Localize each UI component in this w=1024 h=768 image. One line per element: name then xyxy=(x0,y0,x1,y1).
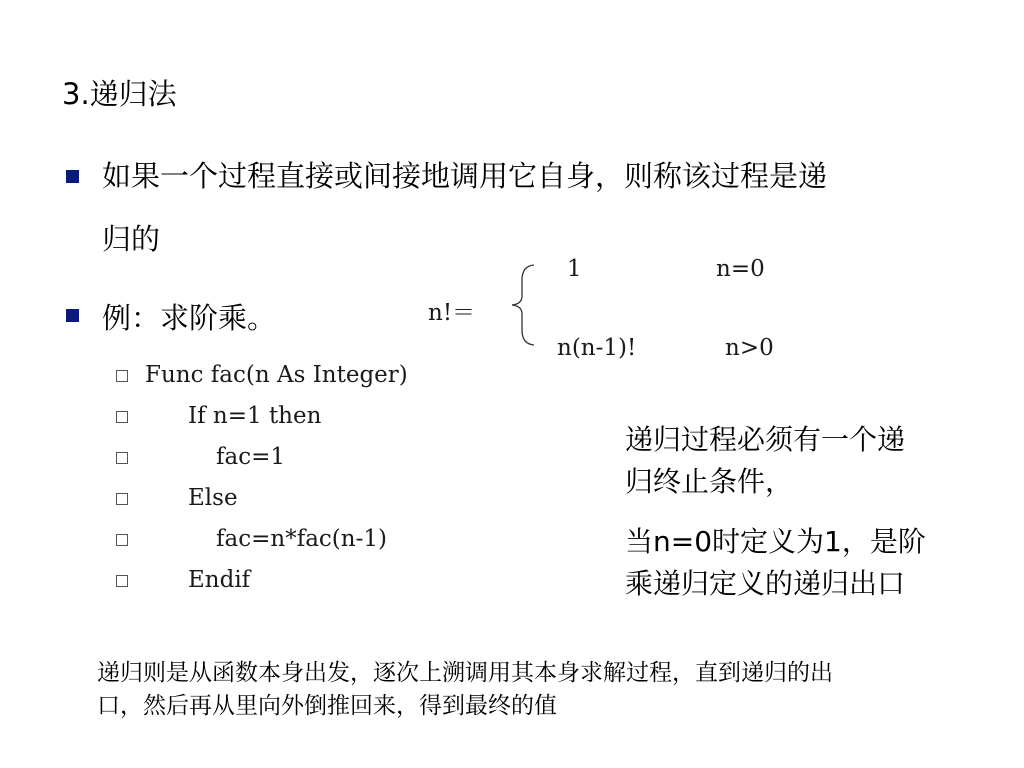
code-line: Func fac(n As Integer) xyxy=(145,362,408,388)
code-line: Endif xyxy=(188,567,251,593)
bullet-marker xyxy=(66,170,79,183)
slide-title: 3.递归法 xyxy=(62,77,177,111)
bullet-text-example: 例：求阶乘。 xyxy=(102,301,277,335)
code-line: fac=1 xyxy=(216,444,286,470)
note-line: 乘递归定义的递归出口 xyxy=(625,567,906,600)
sub-bullet-marker xyxy=(116,370,128,382)
formula-case2-condition: n>0 xyxy=(725,335,774,361)
note-line: 归终止条件， xyxy=(625,465,794,498)
code-line: If n=1 then xyxy=(188,403,322,429)
bullet-text-definition-line2: 归的 xyxy=(102,222,161,256)
sub-bullet-marker xyxy=(116,534,128,546)
bullet-marker xyxy=(66,309,79,322)
sub-bullet-marker xyxy=(116,493,128,505)
code-line: fac=n*fac(n-1) xyxy=(216,526,387,552)
formula-case2-value: n(n-1)! xyxy=(557,335,637,361)
footer-text-line1: 递归则是从函数本身出发，逐次上溯调用其本身求解过程，直到递归的出 xyxy=(97,660,833,686)
sub-bullet-marker xyxy=(116,411,128,423)
formula-case1-condition: n=0 xyxy=(716,256,765,282)
footer-text-line2: 口，然后再从里向外倒推回来，得到最终的值 xyxy=(97,693,557,719)
code-line: Else xyxy=(188,485,238,511)
sub-bullet-marker xyxy=(116,575,128,587)
bullet-text-definition-line1: 如果一个过程直接或间接地调用它自身，则称该过程是递 xyxy=(102,159,828,193)
note-line: 递归过程必须有一个递 xyxy=(625,423,906,456)
formula-case1-value: 1 xyxy=(567,256,582,282)
note-line: 当n=0时定义为1，是阶 xyxy=(625,525,926,558)
formula-brace xyxy=(508,262,538,348)
formula-lhs: n!＝ xyxy=(428,300,476,326)
sub-bullet-marker xyxy=(116,452,128,464)
